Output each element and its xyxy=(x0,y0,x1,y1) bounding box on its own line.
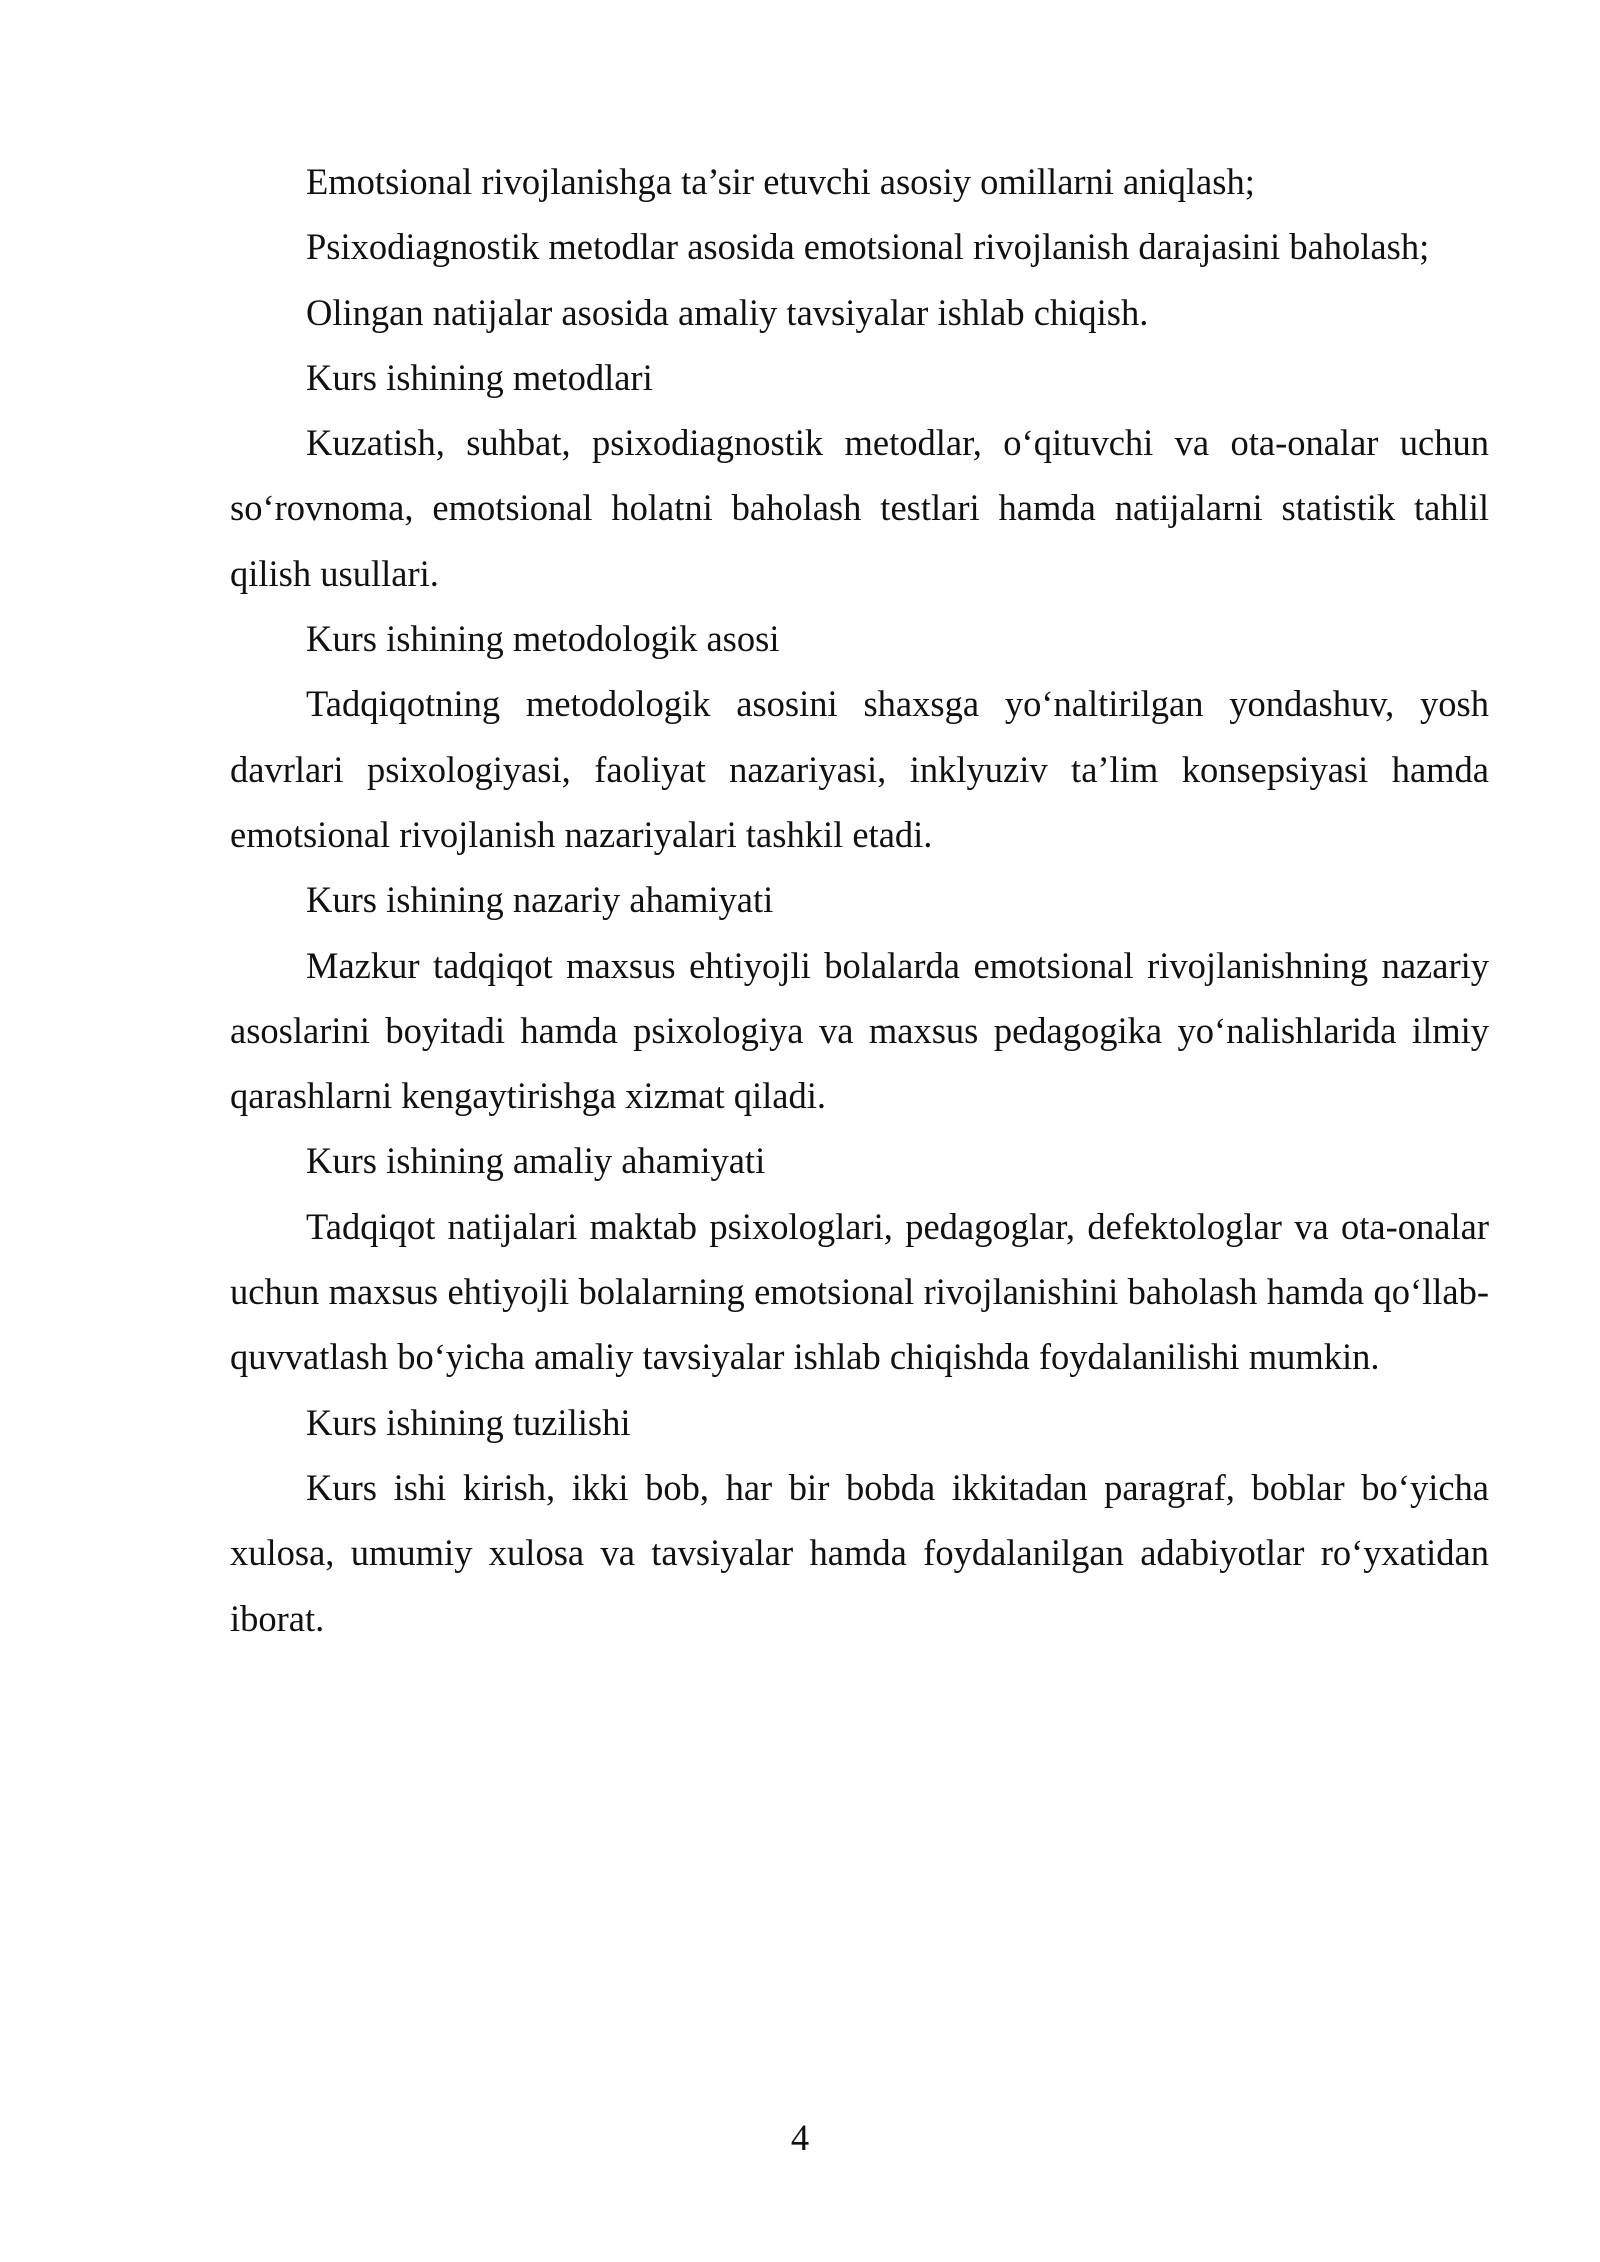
methodological-basis-heading: Kurs ishining metodologik asosi xyxy=(306,618,780,660)
objective-recommendations-paragraph: Olingan natijalar asosida amaliy tavsiyalar ishlab chiqish. xyxy=(306,291,1149,333)
theoretical-significance-paragraph: Mazkur tadqiqot maxsus ehtiyojli bolalarda emotsional rivojlanishning nazariy asoslarini boyitadi hamda psixologiya va maxsus pedagogika yo‘nalishlarida ilmiy qarashlarni kengaytirishga xizmat qiladi. xyxy=(230,944,1489,1117)
methods-paragraph: Kuzatish, suhbat, psixodiagnostik metodlar, o‘qituvchi va ota-onalar uchun so‘rovnoma, emotsional holatni baholash testlari hamda natijalarni statistik tahlil qilish usullari. xyxy=(230,422,1489,594)
page-body xyxy=(230,149,1489,1651)
objective-factors-paragraph: Emotsional rivojlanishga ta’sir etuvchi asosiy omillarni aniqlash; xyxy=(306,161,1255,202)
objective-assessment-paragraph: Psixodiagnostik metodlar asosida emotsional rivojlanish darajasini baholash; xyxy=(306,226,1430,268)
practical-significance-paragraph: Tadqiqot natijalari maktab psixologlari, pedagoglar, defektologlar va ota-onalar uchun maxsus ehtiyojli bolalarning emotsional rivojlanishini baholash hamda qo‘llab-quvvatlash bo‘yicha amaliy tavsiyalar ishlab chiqishda foydalanilishi mumkin. xyxy=(230,1205,1489,1378)
methodological-basis-paragraph: Tadqiqotning metodologik asosini shaxsga yo‘naltirilgan yondashuv, yosh davrlari psixologiyasi, faoliyat nazariyasi, inklyuziv ta’lim konsepsiyasi hamda emotsional rivojlanish nazariyalari tashkil etadi. xyxy=(230,683,1489,855)
structure-heading: Kurs ishining tuzilishi xyxy=(306,1401,631,1443)
practical-significance-heading: Kurs ishining amaliy ahamiyati xyxy=(306,1140,766,1182)
theoretical-significance-heading: Kurs ishining nazariy ahamiyati xyxy=(306,879,774,921)
page-number: 4 xyxy=(790,2117,810,2158)
structure-paragraph: Kurs ishi kirish, ikki bob, har bir bobda ikkitadan paragraf, boblar bo‘yicha xulosa, umumiy xulosa va tavsiyalar hamda foydalanilgan adabiyotlar ro‘yxatidan iborat. xyxy=(230,1466,1489,1639)
methods-heading: Kurs ishining metodlari xyxy=(306,356,653,398)
